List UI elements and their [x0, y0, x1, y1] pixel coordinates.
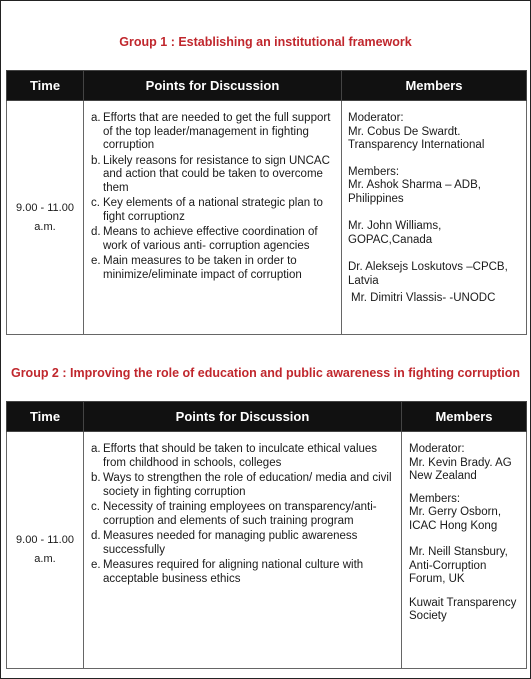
list-item: c. Key elements of a national strategic plan to fight corruptionz [91, 197, 323, 223]
points-header: Points for Discussion [84, 402, 402, 432]
list-item: b. Likely reasons for resistance to sign UNCAC and action that could be taken to overcome them [91, 154, 330, 194]
group-2-table [6, 401, 527, 669]
group-2-body-row [7, 432, 527, 669]
member-line: Dr. Aleksejs Loskutovs –CPCB, Latvia [348, 261, 508, 287]
time-cell [7, 432, 84, 669]
list-item: a. Efforts that are needed to get the full support of the top leader/management in fighting corruption [91, 112, 331, 151]
member-line: Kuwait Transparency Society [409, 596, 517, 622]
time-value: 9.00 - 11.00 a.m. [16, 201, 74, 233]
member-line: Mr. Gerry Osborn, ICAC Hong Kong [409, 506, 502, 532]
list-item: c. Necessity of training employees on transparency/anti-corruption and elements of such training program [91, 501, 377, 527]
points-header: Points for Discussion [84, 71, 342, 101]
member-line: Mr. John Williams, GOPAC,Canada [348, 220, 442, 246]
group-1-table [6, 70, 527, 335]
list-item: d. Measures needed for managing public awareness successfully [91, 530, 358, 556]
members-list [402, 432, 526, 624]
members-header: Members [342, 71, 527, 101]
group-2-title: Group 2 : Improving the role of education and public awareness in fighting corruption [10, 366, 521, 380]
member-line: Mr. Kevin Brady. AG New Zealand [409, 456, 512, 482]
group-2-header-row [7, 402, 527, 432]
member-line: Mr. Cobus De Swardt. [348, 125, 461, 138]
members-list [342, 101, 526, 306]
member-line: Mr. Ashok Sharma – ADB, Philippines [348, 179, 481, 205]
list-item: e. Measures required for aligning national culture with acceptable business ethics [91, 559, 364, 585]
points-cell [84, 101, 342, 335]
list-item: e. Main measures to be taken in order to minimize/eliminate impact of corruption [91, 255, 302, 281]
member-line: Mr. Dimitri Vlassis- -UNODC [351, 292, 496, 304]
members-label: Members: [348, 165, 400, 178]
list-item: d. Means to achieve effective coordination of work of various anti- corruption agencies [91, 226, 318, 252]
time-cell [7, 101, 84, 335]
member-line: Transparency International [348, 139, 485, 151]
members-cell [342, 101, 527, 335]
list-item: a. Efforts that should be taken to inculcate ethical values from childhood in schools, colleges [91, 443, 378, 469]
moderator-label: Moderator: [348, 112, 404, 124]
members-header: Members [402, 402, 527, 432]
moderator-label: Moderator: [409, 443, 465, 455]
members-label: Members: [409, 492, 461, 505]
list-item: b. Ways to strengthen the role of education/ media and civil society in fighting corruption [91, 472, 392, 498]
time-header: Time [7, 402, 84, 432]
points-list [84, 443, 401, 586]
time-header: Time [7, 71, 84, 101]
time-value: 9.00 - 11.00 a.m. [16, 534, 74, 565]
group-1-title: Group 1 : Establishing an institutional framework [119, 35, 412, 49]
group-1-body-row [7, 101, 527, 335]
group-1-header-row [7, 71, 527, 101]
points-cell [84, 432, 402, 669]
points-list [84, 112, 341, 282]
members-cell [402, 432, 527, 669]
member-line: Mr. Neill Stansbury, Anti-Corruption Forum, UK [409, 546, 508, 585]
